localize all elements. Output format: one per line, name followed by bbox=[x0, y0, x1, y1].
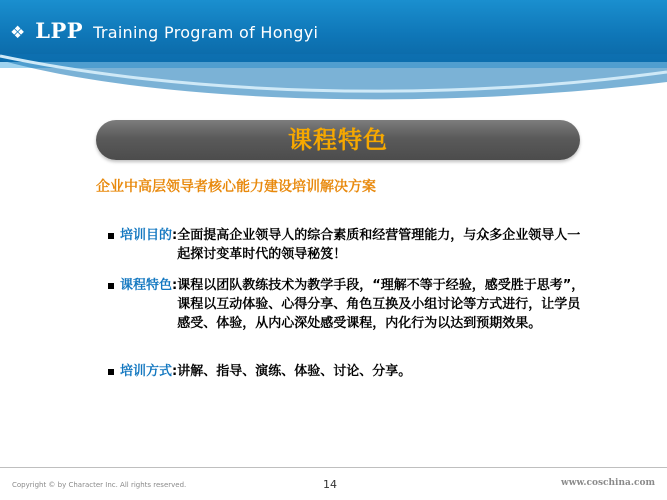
bullet-square-icon bbox=[108, 233, 114, 239]
slide-title: 课程特色 bbox=[288, 126, 388, 154]
header-swoosh bbox=[0, 54, 667, 114]
bullet-colon: : bbox=[172, 364, 178, 379]
logo-text: LPP bbox=[35, 18, 84, 43]
bullet-square-icon bbox=[108, 283, 114, 289]
bullet-square-icon bbox=[108, 369, 114, 375]
bullet-training-purpose bbox=[108, 226, 591, 264]
bullet-text: 课程以团队教练技术为教学手段，“理解不等于经验，感受胜于思考”，课程以互动体验、心得分享、角色互换及小组讨论等方式进行，让学员感受、体验，从内心深处感受课程，内化行为以达到预期效果。 bbox=[177, 278, 585, 331]
header-title bbox=[10, 18, 318, 43]
diamond-icon: ❖ bbox=[10, 23, 26, 43]
page-number: 14 bbox=[323, 478, 337, 491]
footer-website: www.coschina.com bbox=[561, 478, 655, 488]
bullet-training-method bbox=[108, 362, 591, 381]
slide-subtitle: 企业中高层领导者核心能力建设培训解决方案 bbox=[96, 179, 376, 195]
bullet-text: 讲解、指导、演练、体验、讨论、分享。 bbox=[177, 364, 412, 379]
bullet-colon: : bbox=[172, 278, 178, 293]
bullet-label: 培训方式 bbox=[120, 364, 173, 379]
slide-title-pill bbox=[96, 120, 580, 160]
bullet-colon: : bbox=[172, 228, 178, 243]
bullet-text: 全面提高企业领导人的综合素质和经营管理能力，与众多企业领导人一起探讨变革时代的领导秘笈！ bbox=[177, 228, 581, 262]
bullet-label: 培训目的 bbox=[120, 228, 173, 243]
program-name: Training Program of Hongyi bbox=[93, 23, 319, 42]
bullet-label: 课程特色 bbox=[120, 278, 173, 293]
footer-copyright: Copyright © by Character Inc. All rights reserved. bbox=[12, 481, 187, 489]
bullet-course-features bbox=[108, 276, 591, 333]
footer-divider bbox=[0, 467, 667, 468]
